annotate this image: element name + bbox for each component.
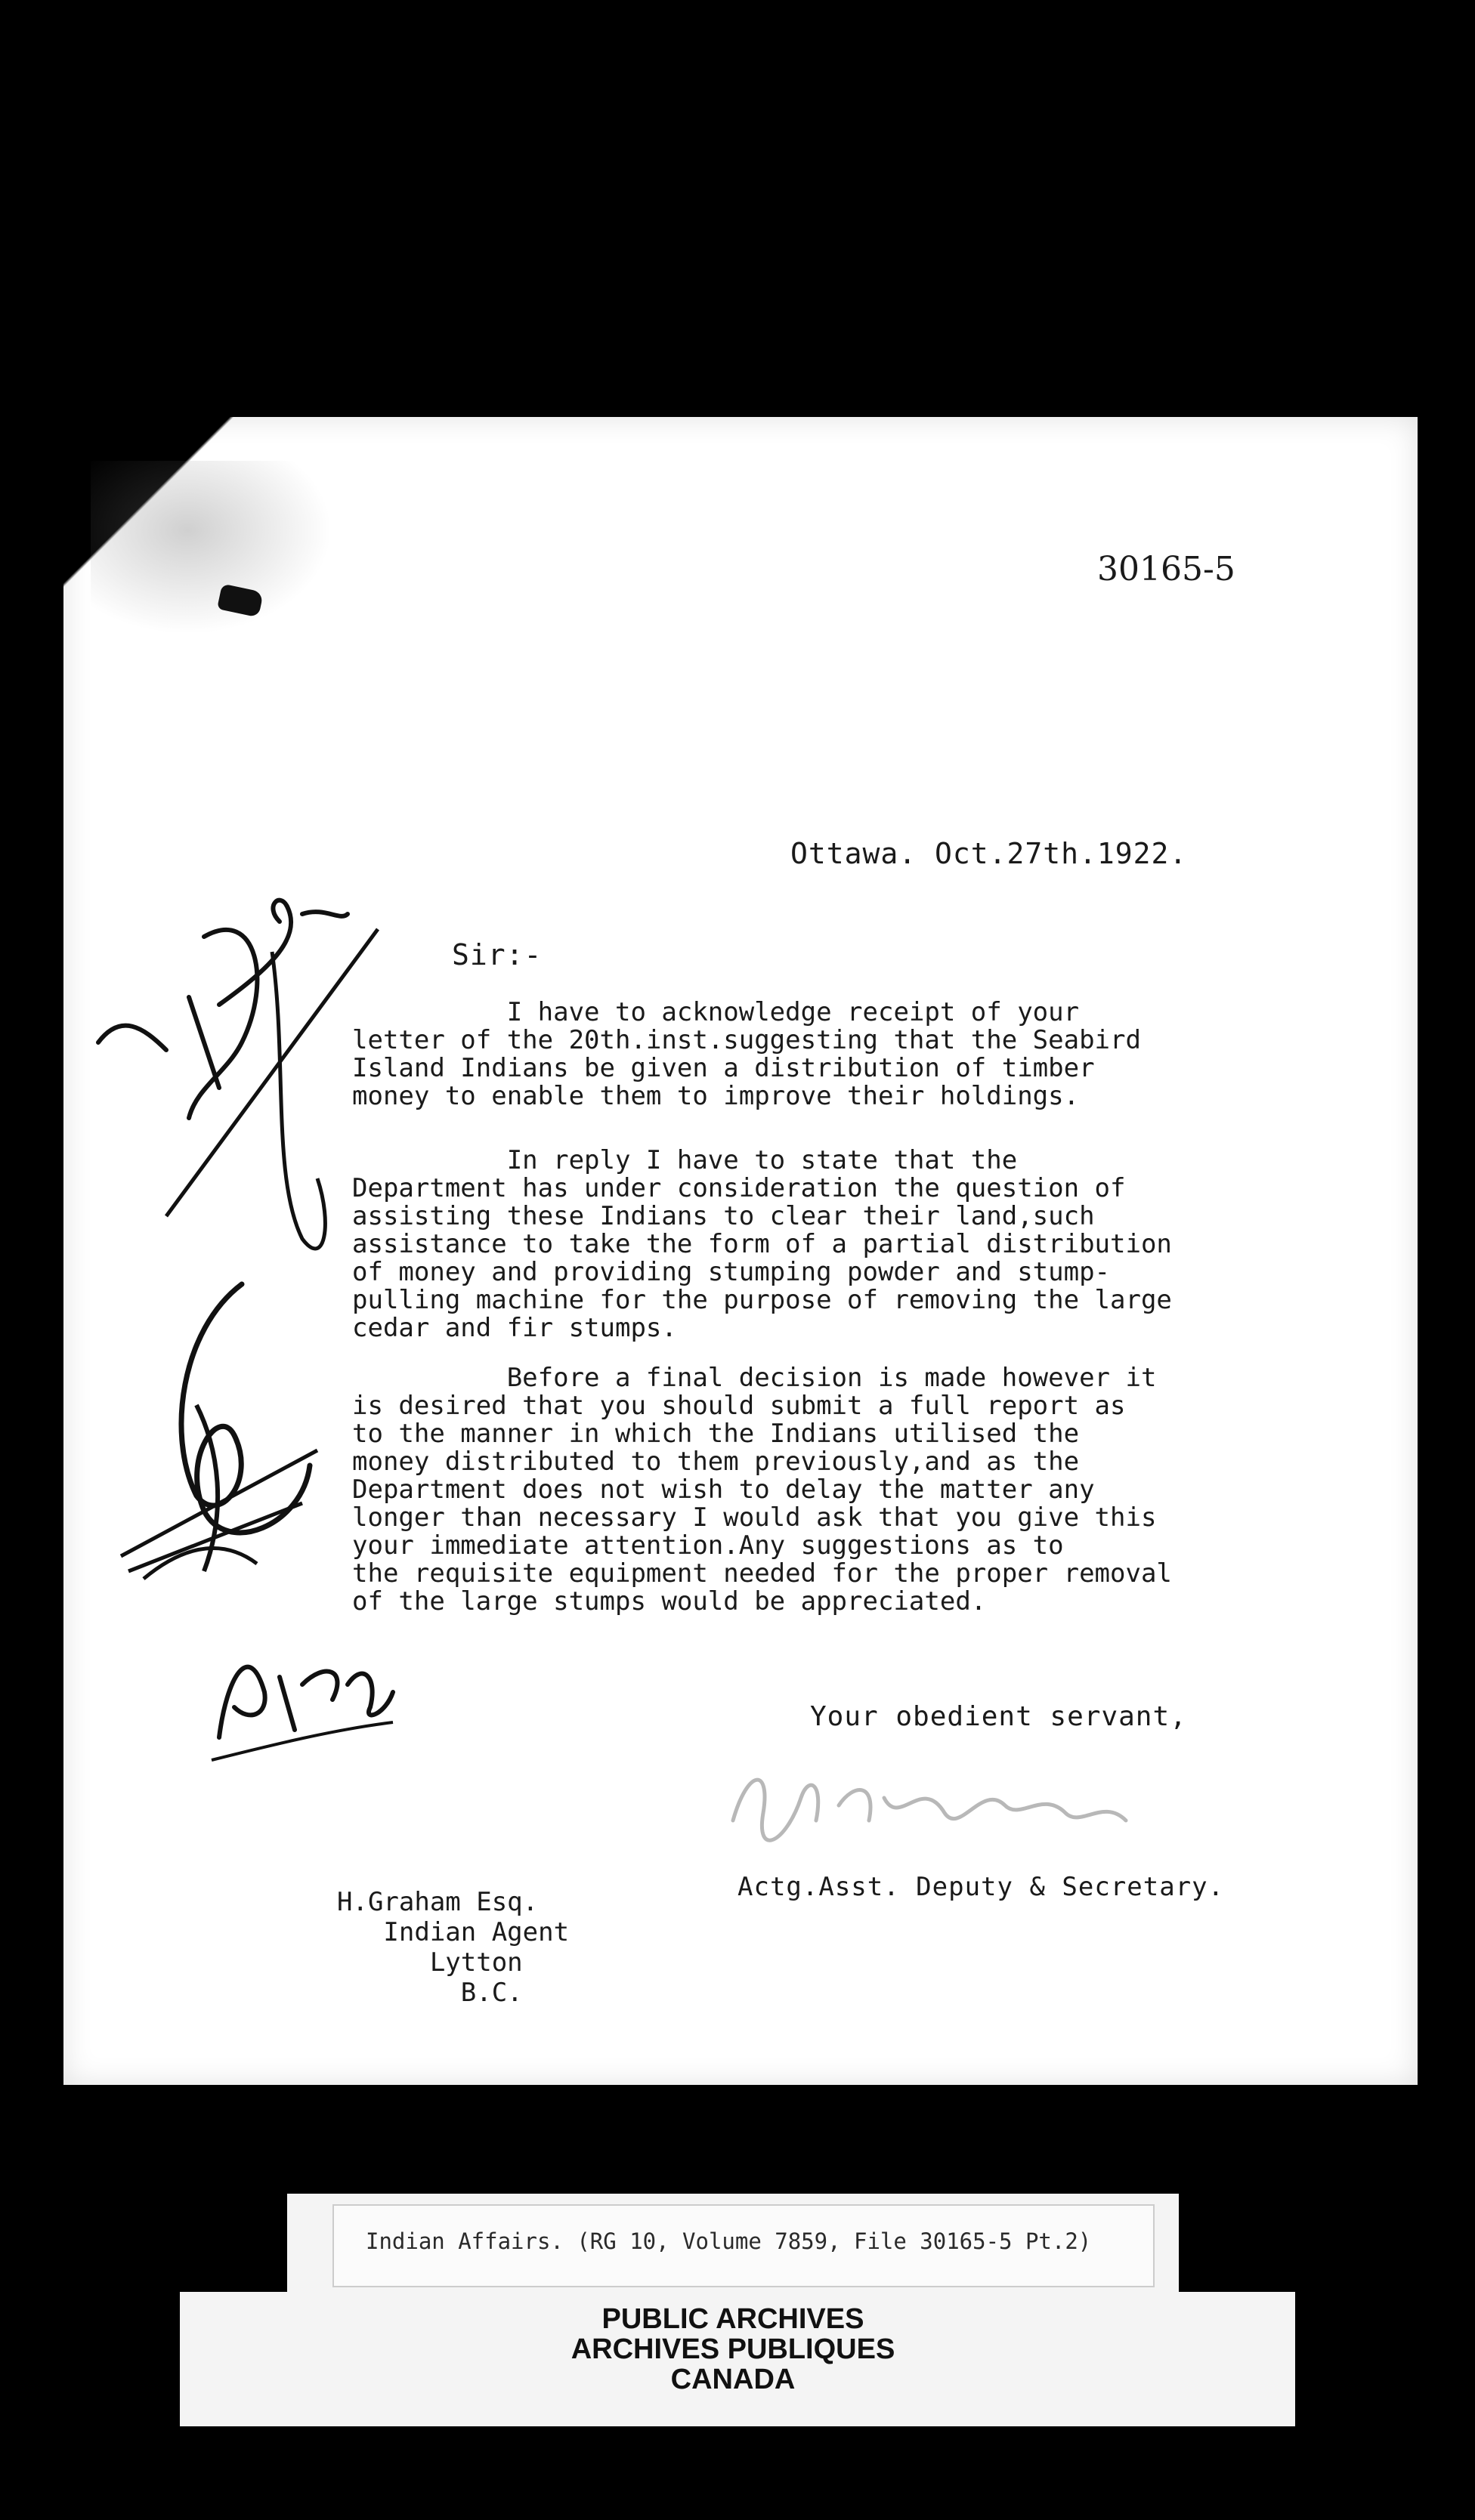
body-paragraph-2 (352, 1147, 1282, 1342)
paragraph-line: money to enable them to improve their holdings. (352, 1081, 1080, 1111)
address-line: B.C. (337, 1978, 523, 2008)
paragraph-line: longer than necessary I would ask that you give this (352, 1502, 1157, 1533)
paragraph-line: money distributed to them previously,and as the (352, 1447, 1080, 1477)
file-number: 30165-5 (1097, 550, 1235, 588)
paragraph-line: of the large stumps would be appreciated. (352, 1586, 987, 1617)
paragraph-line: assisting these Indians to clear their land,such (352, 1201, 1095, 1231)
paragraph-line: Department does not wish to delay the matter any (352, 1475, 1095, 1505)
paragraph-line: cedar and fir stumps. (352, 1313, 677, 1343)
paragraph-line: I have to acknowledge receipt of your (352, 997, 1080, 1027)
paragraph-line: pulling machine for the purpose of removing the large (352, 1285, 1172, 1315)
corner-smudge (91, 461, 332, 635)
label-notch-right (1159, 2209, 1295, 2292)
paragraph-line: In reply I have to state that the (352, 1145, 1018, 1175)
paragraph-line: Department has under consideration the question of (352, 1173, 1126, 1203)
paragraph-line: is desired that you should submit a full report as (352, 1391, 1126, 1421)
salutation: Sir:- (452, 938, 543, 971)
paragraph-line: Before a final decision is made however it (352, 1363, 1157, 1393)
paragraph-line: your immediate attention.Any suggestions as to (352, 1530, 1064, 1561)
handwritten-annotations (76, 861, 408, 1813)
archive-line: PUBLIC ARCHIVES (601, 2303, 864, 2335)
body-paragraph-1 (352, 999, 1282, 1110)
body-paragraph-3 (352, 1364, 1282, 1616)
paragraph-line: Island Indians be given a distribution of timber (352, 1053, 1095, 1083)
paragraph-line: to the manner in which the Indians utilised the (352, 1419, 1080, 1449)
signatory-title: Actg.Asst. Deputy & Secretary. (738, 1872, 1225, 1902)
archive-line: ARCHIVES PUBLIQUES (571, 2333, 895, 2365)
address-line: H.Graham Esq. (337, 1887, 539, 1917)
archive-reference: Indian Affairs. (RG 10, Volume 7859, File 30165-5 Pt.2) (366, 2228, 1092, 2254)
paragraph-line: assistance to take the form of a partial distribution (352, 1229, 1172, 1259)
signature-image (718, 1753, 1171, 1858)
paragraph-line: letter of the 20th.inst.suggesting that the Seabird (352, 1025, 1141, 1055)
archive-line: CANADA (670, 2364, 796, 2395)
paragraph-line: of money and providing stumping powder and stump- (352, 1257, 1111, 1287)
paragraph-line: the requisite equipment needed for the proper removal (352, 1558, 1172, 1589)
address-line: Lytton (337, 1947, 523, 1978)
dateline: Ottawa. Oct.27th.1922. (790, 837, 1188, 870)
recipient-address (337, 1887, 569, 2008)
closing: Your obedient servant, (810, 1701, 1187, 1732)
archive-stamp (287, 2304, 1179, 2395)
address-line: Indian Agent (337, 1917, 570, 1947)
